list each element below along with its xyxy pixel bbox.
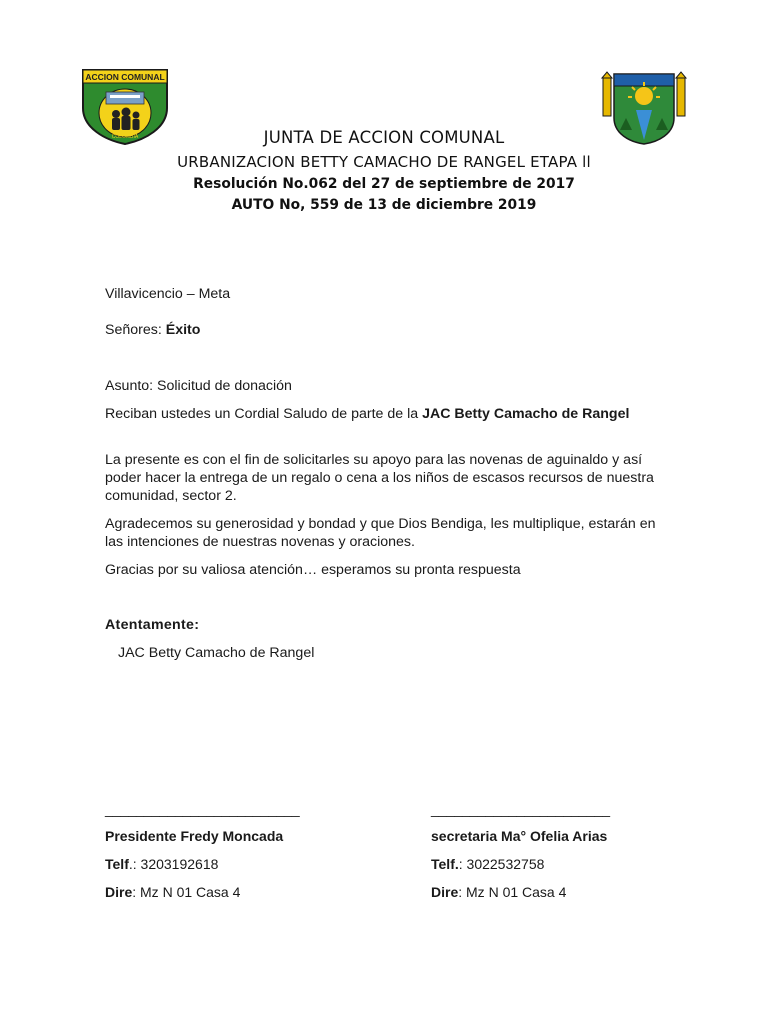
recipient-label: Señores: (105, 322, 166, 338)
address-value: Mz N 01 Casa 4 (140, 884, 241, 900)
organization-title: JUNTA DE ACCION COMUNAL (263, 128, 505, 147)
secretary-phone (431, 856, 544, 872)
address-separator: : (132, 884, 141, 900)
svg-text:ACCION COMUNAL: ACCION COMUNAL (85, 72, 165, 82)
resolution-line: Resolución No.062 del 27 de septiembre de 2017 (193, 176, 575, 192)
secretary-address (431, 884, 566, 900)
president-name: Presidente Fredy Moncada (105, 828, 284, 844)
letter-subject: Asunto: Solicitud de donación (105, 378, 292, 394)
phone-label: Telf. (431, 856, 459, 872)
letter-paragraph-2: Agradecemos su generosidad y bondad y que Dios Bendiga, les multiplique, estarán en las intenciones de nuestras novenas y oraciones. (105, 516, 656, 550)
phone-label: Telf (105, 856, 129, 872)
address-separator: : (458, 884, 467, 900)
address-value: Mz N 01 Casa 4 (466, 884, 567, 900)
address-label: Dire (105, 884, 133, 900)
president-address (105, 884, 240, 900)
signatory-organization: JAC Betty Camacho de Rangel (118, 645, 315, 661)
letter-closing-line: Gracias por su valiosa atención… esperamos su pronta respuesta (105, 562, 521, 578)
letter-recipient (105, 321, 665, 339)
letter-paragraph-1: La presente es con el fin de solicitarles su apoyo para las novenas de aguinaldo y así poder hacer la entrega de un regalo o cena a los niños de escasos recursos de nuestra comunidad, sector 2. (105, 452, 654, 504)
letter-place: Villavicencio – Meta (105, 286, 231, 302)
secretary-name: secretaria Ma° Ofelia Arias (431, 828, 608, 844)
letter-valediction: Atentamente: (105, 617, 200, 633)
phone-number: 3022532758 (466, 856, 545, 872)
svg-text:COLOMBIA: COLOMBIA (111, 134, 139, 140)
signature-line-secretary: _______________________ (431, 801, 611, 817)
letter-greeting (105, 405, 635, 423)
organization-subtitle: URBANIZACION BETTY CAMACHO DE RANGEL ETAPA ll (177, 153, 591, 171)
greeting-text: Reciban ustedes un Cordial Saludo de parte de la (105, 406, 423, 422)
phone-separator: : (458, 856, 467, 872)
signature-line-president: _________________________ (105, 801, 300, 817)
recipient-name: Éxito (165, 322, 201, 338)
auto-line: AUTO No, 559 de 13 de diciembre 2019 (231, 197, 537, 213)
phone-separator: .: (128, 856, 141, 872)
phone-number: 3203192618 (140, 856, 219, 872)
president-phone (105, 856, 218, 872)
greeting-organization: JAC Betty Camacho de Rangel (422, 406, 630, 422)
address-label: Dire (431, 884, 459, 900)
